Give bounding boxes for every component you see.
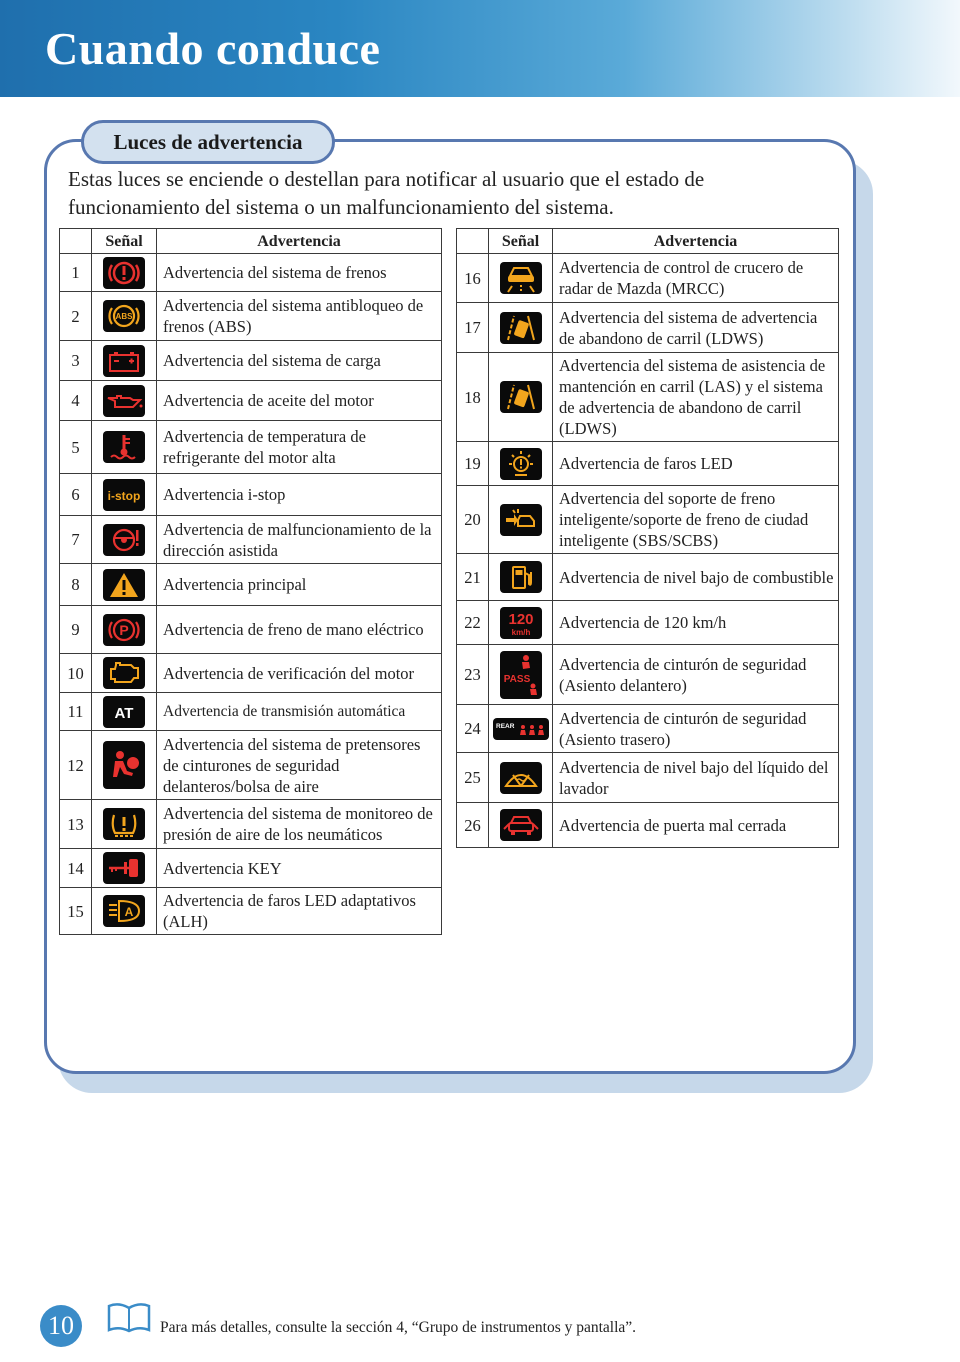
warning-description: Advertencia i-stop: [157, 474, 442, 516]
table-row: [60, 254, 442, 292]
table-header-row: [60, 229, 442, 254]
row-number: 4: [60, 381, 92, 421]
intro-line-1: Estas luces se enciende o destellan para notificar al usuario que el estado de: [68, 167, 705, 191]
airbag-icon: [103, 741, 145, 789]
row-number: 2: [60, 292, 92, 341]
svg-text:i-stop: i-stop: [107, 488, 141, 503]
row-number: 26: [457, 803, 489, 848]
warning-table-left: [59, 228, 442, 935]
signal-header: Señal: [92, 229, 157, 254]
warning-description: Advertencia KEY: [157, 849, 442, 888]
warning-table-right: [456, 228, 839, 848]
row-number: 9: [60, 606, 92, 654]
table-row: [457, 303, 839, 353]
page-number: 10: [40, 1305, 82, 1347]
warning-description: Advertencia de puerta mal cerrada: [553, 803, 839, 848]
page-title: Cuando conduce: [45, 23, 381, 74]
abs-warning-icon: [103, 300, 145, 332]
lane-departure-icon: [500, 312, 542, 344]
table-row: [60, 888, 442, 935]
num-header: [60, 229, 92, 254]
warning-description: Advertencia de cinturón de seguridad (Asiento delantero): [553, 645, 839, 705]
table-row: [60, 564, 442, 606]
table-row: [60, 849, 442, 888]
table-row: [60, 474, 442, 516]
warning-description: Advertencia de verificación del motor: [157, 654, 442, 693]
row-number: 11: [60, 693, 92, 731]
svg-text:km/h: km/h: [511, 627, 530, 637]
row-number: 3: [60, 341, 92, 381]
warning-description: Advertencia de malfuncionamiento de la dirección asistida: [157, 516, 442, 564]
row-number: 12: [60, 731, 92, 800]
led-headlight-icon: [500, 448, 542, 480]
svg-text:ABS: ABS: [115, 312, 133, 321]
master-warning-triangle-icon: [103, 569, 145, 601]
table-row: [457, 486, 839, 554]
key-icon: [103, 852, 145, 884]
svg-text:A: A: [124, 905, 134, 919]
row-number: 8: [60, 564, 92, 606]
washer-fluid-icon: [500, 762, 542, 794]
warning-description: Advertencia de freno de mano eléctrico: [157, 606, 442, 654]
row-number: 25: [457, 753, 489, 803]
radar-cruise-icon: [500, 262, 542, 294]
warning-description: Advertencia de aceite del motor: [157, 381, 442, 421]
warning-header: Advertencia: [157, 229, 442, 254]
row-number: 7: [60, 516, 92, 564]
row-number: 10: [60, 654, 92, 693]
parking-brake-icon: [103, 614, 145, 646]
i-stop-icon: [103, 479, 145, 511]
row-number: 5: [60, 421, 92, 474]
row-number: 19: [457, 442, 489, 486]
table-row: [457, 803, 839, 848]
row-number: 22: [457, 601, 489, 645]
check-engine-icon: [103, 657, 145, 689]
warning-description: Advertencia del sistema de pretensores de cinturones de seguridad delanteros/bolsa de aire: [157, 731, 442, 800]
book-icon: [105, 1300, 153, 1339]
signal-header: Señal: [489, 229, 553, 254]
warning-description: Advertencia de nivel bajo de combustible: [553, 554, 839, 601]
warning-description: Advertencia de nivel bajo del líquido del lavador: [553, 753, 839, 803]
door-ajar-icon: [500, 809, 542, 841]
oil-can-icon: [103, 385, 145, 417]
warning-description: Advertencia de faros LED: [553, 442, 839, 486]
lane-keep-assist-icon: [500, 381, 542, 413]
warning-description: Advertencia de control de crucero de radar de Mazda (MRCC): [553, 254, 839, 303]
adaptive-headlight-icon: [103, 895, 145, 927]
warning-description: Advertencia de faros LED adaptativos (ALH): [157, 888, 442, 935]
front-seatbelt-icon: [500, 651, 542, 699]
warning-description: Advertencia del sistema de advertencia de abandono de carril (LDWS): [553, 303, 839, 353]
svg-text:REAR: REAR: [495, 723, 514, 731]
svg-text:AT: AT: [114, 704, 134, 722]
row-number: 20: [457, 486, 489, 554]
intro-text: [68, 165, 828, 221]
row-number: 21: [457, 554, 489, 601]
table-row: [457, 442, 839, 486]
section-label: Luces de advertencia: [81, 120, 335, 164]
tire-pressure-icon: [103, 808, 145, 840]
table-row: [60, 516, 442, 564]
warning-description: Advertencia del sistema de carga: [157, 341, 442, 381]
table-row: [457, 601, 839, 645]
row-number: 24: [457, 705, 489, 753]
low-fuel-icon: [500, 561, 542, 593]
table-row: [457, 705, 839, 753]
warning-description: Advertencia de temperatura de refrigerante del motor alta: [157, 421, 442, 474]
footnote: Para más detalles, consulte la sección 4, “Grupo de instrumentos y pantalla”.: [160, 1319, 637, 1336]
warning-description: Advertencia del sistema antibloqueo de frenos (ABS): [157, 292, 442, 341]
table-row: [60, 421, 442, 474]
smart-brake-support-icon: [500, 504, 542, 536]
warning-description: Advertencia de cinturón de seguridad (Asiento trasero): [553, 705, 839, 753]
speed-120-icon: [500, 607, 542, 639]
brake-warning-icon: [103, 257, 145, 289]
row-number: 16: [457, 254, 489, 303]
warning-description: Advertencia del soporte de freno inteligente/soporte de freno de ciudad inteligente (SBS/SCBS): [553, 486, 839, 554]
power-steering-icon: [103, 524, 145, 556]
page-header: [0, 0, 960, 97]
warning-description: Advertencia de transmisión automática: [157, 693, 442, 731]
table-row: [60, 606, 442, 654]
row-number: 1: [60, 254, 92, 292]
warning-description: Advertencia principal: [157, 564, 442, 606]
row-number: 15: [60, 888, 92, 935]
warning-header: Advertencia: [553, 229, 839, 254]
table-row: [457, 554, 839, 601]
table-row: [457, 254, 839, 303]
table-row: [60, 800, 442, 849]
table-row: [60, 693, 442, 731]
table-row: [457, 353, 839, 442]
num-header: [457, 229, 489, 254]
row-number: 23: [457, 645, 489, 705]
svg-text:P: P: [119, 621, 129, 638]
table-row: [457, 753, 839, 803]
table-row: [457, 645, 839, 705]
coolant-temperature-icon: [103, 431, 145, 463]
row-number: 6: [60, 474, 92, 516]
table-row: [60, 381, 442, 421]
row-number: 14: [60, 849, 92, 888]
warning-description: Advertencia del sistema de asistencia de mantención en carril (LAS) y el sistema de advertencia de abandono de carril (LDWS): [553, 353, 839, 442]
automatic-transmission-icon: [103, 696, 145, 728]
row-number: 17: [457, 303, 489, 353]
row-number: 13: [60, 800, 92, 849]
table-row: [60, 292, 442, 341]
battery-charge-icon: [103, 345, 145, 377]
rear-seatbelt-icon: [493, 718, 549, 740]
table-row: [60, 654, 442, 693]
svg-text:PASS: PASS: [503, 673, 530, 685]
svg-text:120: 120: [507, 610, 534, 628]
warning-description: Advertencia de 120 km/h: [553, 601, 839, 645]
intro-line-2: funcionamiento del sistema o un malfuncionamiento del sistema.: [68, 195, 614, 219]
row-number: 18: [457, 353, 489, 442]
table-row: [60, 731, 442, 800]
warning-description: Advertencia del sistema de frenos: [157, 254, 442, 292]
table-header-row: [457, 229, 839, 254]
table-row: [60, 341, 442, 381]
warning-description: Advertencia del sistema de monitoreo de presión de aire de los neumáticos: [157, 800, 442, 849]
